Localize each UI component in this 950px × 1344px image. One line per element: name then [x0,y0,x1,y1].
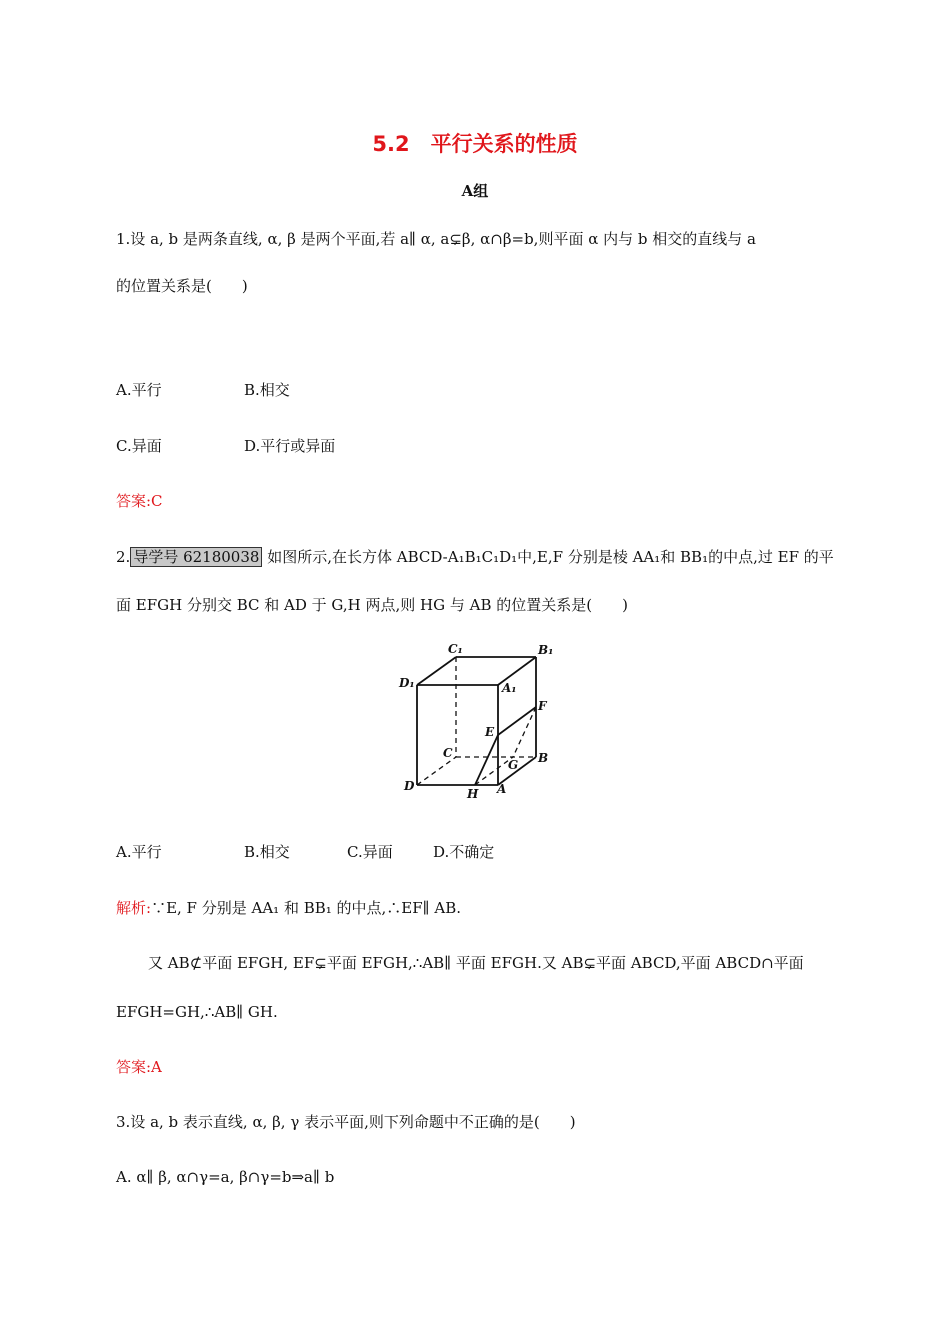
q1-option-d: D.平行或异面 [244,437,336,455]
q3-option-a: A. α∥ β, α∩γ=a, β∩γ=b⇒a∥ b [116,1168,335,1186]
problem-id-tag[interactable]: 导学号 62180038 [130,547,262,567]
q1-option-c: C.异面 [116,437,162,455]
q2-option-d: D.不确定 [433,843,495,861]
label-D1: D₁ [399,676,415,690]
q2-analysis-line2: 又 AB⊄平面 EFGH, EF⊊平面 EFGH,∴AB∥ 平面 EFGH.又 AB⊊平面 ABCD,平面 ABCD∩平面 [148,954,804,972]
label-H: H [467,787,479,801]
analysis-label: 解析: [116,899,152,917]
q1-stem-line2: 的位置关系是( ) [116,277,248,295]
q1-option-a: A.平行 [116,381,162,399]
label-B1: B₁ [538,643,554,657]
analysis-text-1: ∵E, F 分别是 AA₁ 和 BB₁ 的中点,∴EF∥ AB. [151,899,461,917]
q1-option-b: B.相交 [244,381,290,399]
label-E: E [485,725,495,739]
hidden-edge-DC [417,757,456,785]
label-B: B [538,751,549,765]
segment-EH [475,735,498,785]
q2-number: 2. [116,548,131,566]
q2-option-c: C.异面 [347,843,393,861]
group-label: A组 [461,182,489,200]
section-title: 5.2 平行关系的性质 [372,132,578,156]
label-D: D [404,779,415,793]
edge-D1C1 [417,657,456,685]
q2-stem-line2: 面 EFGH 分别交 BC 和 AD 于 G,H 两点,则 HG 与 AB 的位置关系是( ) [116,596,628,614]
label-A: A [497,782,507,796]
label-F: F [538,699,547,713]
q2-analysis-line3: EFGH=GH,∴AB∥ GH. [116,1003,278,1021]
q2-option-a: A.平行 [116,843,162,861]
label-A1: A₁ [502,681,517,695]
q3-stem: 3.设 a, b 表示直线, α, β, γ 表示平面,则下列命题中不正确的是( ) [116,1113,576,1131]
q2-analysis-line1 [116,897,461,919]
cuboid-figure [395,640,565,805]
q2-stem-text: 如图所示,在长方体 ABCD-A₁B₁C₁D₁中,E,F 分别是棱 AA₁和 BB₁的中点,过 EF 的平 [267,548,834,566]
q2-stem-line1 [116,546,834,568]
label-C: C [443,746,453,760]
q1-answer: 答案:C [116,492,163,510]
label-G: G [508,758,519,772]
label-C1: C₁ [448,642,463,656]
q1-stem-line1: 1.设 a, b 是两条直线, α, β 是两个平面,若 a∥ α, a⊊β, α∩β=b,则平面 α 内与 b 相交的直线与 a [116,230,756,248]
q2-answer: 答案:A [116,1058,162,1076]
segment-EF [498,707,536,735]
q2-option-b: B.相交 [244,843,290,861]
